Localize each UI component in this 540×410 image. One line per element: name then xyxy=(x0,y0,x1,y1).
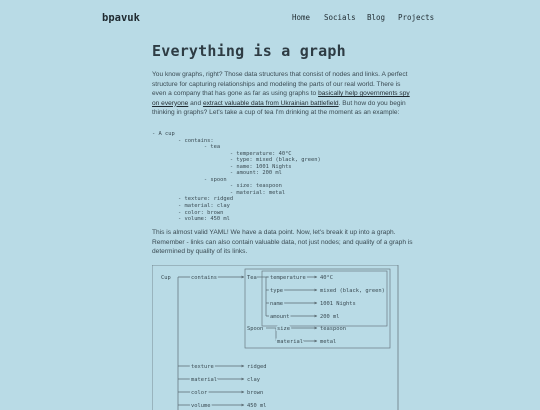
yaml-code-block: - A cup - contains: - tea - temperature: 40°C - type: mixed (black, green) - name: 1001 Nights - amount: 200 ml - spoon - size: teaspoon - material: metal - texture: ridged - material: clay - color: brown - volume: 450 ml xyxy=(152,131,321,223)
cup-value-node: ridged xyxy=(247,364,267,370)
cup-link-label: volume xyxy=(191,403,211,409)
battlefield-link[interactable]: extract valuable data from Ukrainian battlefield xyxy=(202,99,339,107)
cup-node: Cup xyxy=(161,275,171,281)
spoon-link-label: material xyxy=(277,339,303,345)
cup-value-node: 450 ml xyxy=(247,403,267,409)
spoon-link-label: size xyxy=(277,326,290,332)
tea-link-label: type xyxy=(270,288,283,294)
intro-text-1: You know graphs, right? Those data structures that consist of nodes and links. A perfect structure for capturing relationships and modeling the parts of our real world. There is even a company that has gone as far as using graphs to xyxy=(152,71,408,97)
tea-value-node: 40°C xyxy=(320,275,333,281)
cup-value-node: clay xyxy=(247,377,260,383)
site-logo[interactable]: bpavuk xyxy=(102,12,140,24)
spoon-links-group xyxy=(276,326,346,345)
contains-group-box xyxy=(245,269,390,348)
nav-projects[interactable]: Projects xyxy=(398,13,435,22)
spoon-value-node: teaspoon xyxy=(320,326,346,332)
tea-link-label: amount xyxy=(270,314,290,320)
tea-value-node: mixed (black, green) xyxy=(320,288,385,294)
contains-link-label: contains xyxy=(191,275,217,281)
nav-blog[interactable]: Blog xyxy=(367,13,386,22)
cup-link-label: color xyxy=(191,390,208,396)
intro-text-3: . But how do you begin thinking in graphs? Let's take a cup of tea I'm drinking at the moment as an example: xyxy=(152,99,406,116)
graph-paragraph: This is almost valid YAML! We have a data point. Now, let's break it up into a graph. Remember - links can also contain valuable data, not just nodes; and quality of a graph is determined by quality of its links. xyxy=(152,229,413,255)
nav-socials[interactable]: Socials xyxy=(324,13,356,22)
spoon-node: Spoon xyxy=(247,326,264,332)
cup-links-group xyxy=(178,364,266,409)
page-title: Everything is a graph xyxy=(152,42,346,60)
tea-value-node: 1001 Nights xyxy=(320,301,356,307)
cup-link-label: texture xyxy=(191,364,214,370)
intro-paragraph xyxy=(152,70,414,118)
spy-link[interactable]: basically help governments spy on everyone xyxy=(152,90,410,107)
nav-home[interactable]: Home xyxy=(292,13,311,22)
tea-link-label: name xyxy=(270,301,283,307)
tea-value-node: 200 ml xyxy=(320,314,340,320)
cup-link-label: material xyxy=(191,377,217,383)
tea-node: Tea xyxy=(247,275,257,281)
tea-link-label: temperature xyxy=(270,275,306,281)
diagram-frame xyxy=(152,265,398,410)
site-header xyxy=(0,0,540,36)
spoon-value-node: metal xyxy=(320,339,337,345)
tea-links-group xyxy=(266,275,385,320)
intro-text-2: and xyxy=(188,99,203,107)
tea-graph-diagram xyxy=(152,265,402,410)
cup-value-node: brown xyxy=(247,390,264,396)
